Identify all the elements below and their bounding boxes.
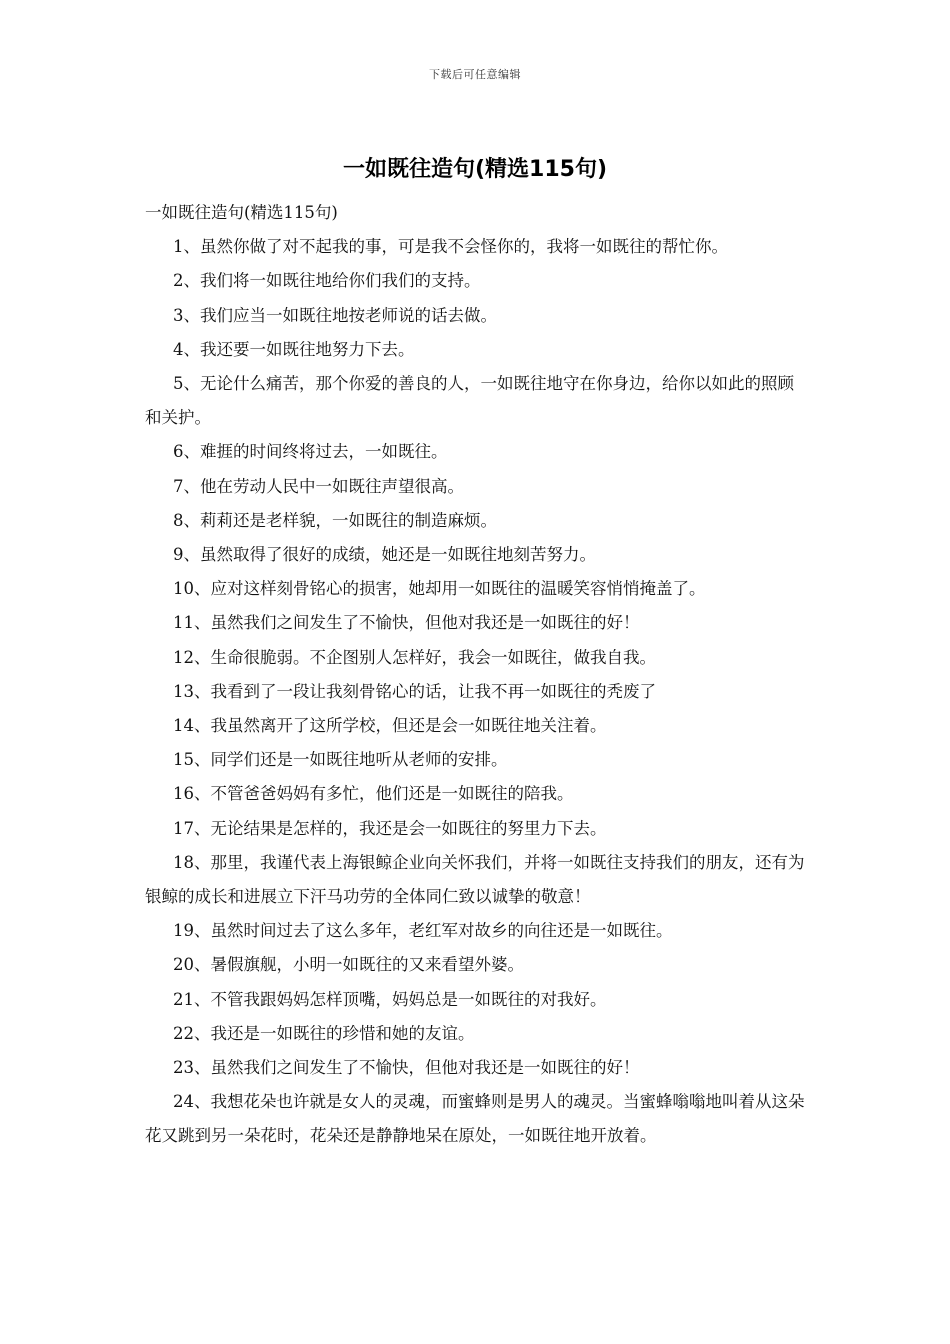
sentence-item: 11、虽然我们之间发生了不愉快，但他对我还是一如既往的好！: [173, 613, 640, 633]
sentence-item: 3、我们应当一如既往地按老师说的话去做。: [173, 305, 497, 325]
sentence-item: 23、虽然我们之间发生了不愉快，但他对我还是一如既往的好！: [173, 1058, 640, 1078]
sentence-item: 24、我想花朵也许就是女人的灵魂，而蜜蜂则是男人的魂灵。当蜜蜂嗡嗡地叫着从这朵花又跳到另一朵花时，花朵还是静静地呆在原处，一如既往地开放着。: [145, 1092, 805, 1146]
sentence-item: 14、我虽然离开了这所学校，但还是会一如既往地关注着。: [173, 716, 607, 736]
sentence-item: 12、生命很脆弱。不企图别人怎样好，我会一如既往，做我自我。: [173, 647, 656, 667]
header-note: 下载后可任意编辑: [429, 68, 521, 81]
sentence-item: 7、他在劳动人民中一如既往声望很高。: [173, 476, 464, 496]
sentence-item: 2、我们将一如既往地给你们我们的支持。: [173, 271, 481, 291]
sentence-item: 20、暑假旗舰，小明一如既往的又来看望外婆。: [173, 955, 524, 975]
sentence-item: 1、虽然你做了对不起我的事，可是我不会怪你的，我将一如既往的帮忙你。: [173, 237, 728, 257]
sentence-item: 6、难捱的时间终将过去，一如既往。: [173, 442, 448, 462]
sentence-item: 5、无论什么痛苦，那个你爱的善良的人，一如既往地守在你身边，给你以如此的照顾和关护。: [145, 374, 794, 428]
page-title: 一如既往造句(精选115句): [342, 157, 608, 182]
sentence-item: 9、虽然取得了很好的成绩，她还是一如既往地刻苦努力。: [173, 545, 596, 565]
document-body: [145, 196, 809, 1154]
sentence-item: 13、我看到了一段让我刻骨铭心的话，让我不再一如既往的秃废了: [173, 681, 656, 701]
sentence-item: 22、我还是一如既往的珍惜和她的友谊。: [173, 1023, 475, 1043]
sentence-item: 21、不管我跟妈妈怎样顶嘴，妈妈总是一如既往的对我好。: [173, 989, 607, 1009]
sentence-item: 19、虽然时间过去了这么多年，老红军对故乡的向往还是一如既往。: [173, 921, 673, 941]
sentence-item: 16、不管爸爸妈妈有多忙，他们还是一如既往的陪我。: [173, 784, 574, 804]
sentence-item: 8、莉莉还是老样貌，一如既往的制造麻烦。: [173, 510, 497, 530]
sentence-item: 10、应对这样刻骨铭心的损害，她却用一如既往的温暖笑容悄悄掩盖了。: [173, 579, 706, 599]
sentence-item: 17、无论结果是怎样的，我还是会一如既往的努里力下去。: [173, 818, 607, 838]
sentence-item: 15、同学们还是一如既往地听从老师的安排。: [173, 750, 508, 770]
sentence-item: 4、我还要一如既往地努力下去。: [173, 339, 415, 359]
sentence-item: 18、那里，我谨代表上海银鲸企业向关怀我们，并将一如既往支持我们的朋友，还有为银鲸的成长和进展立下汗马功劳的全体同仁致以诚挚的敬意！: [145, 852, 805, 907]
document-subtitle: 一如既往造句(精选115句): [145, 203, 338, 222]
